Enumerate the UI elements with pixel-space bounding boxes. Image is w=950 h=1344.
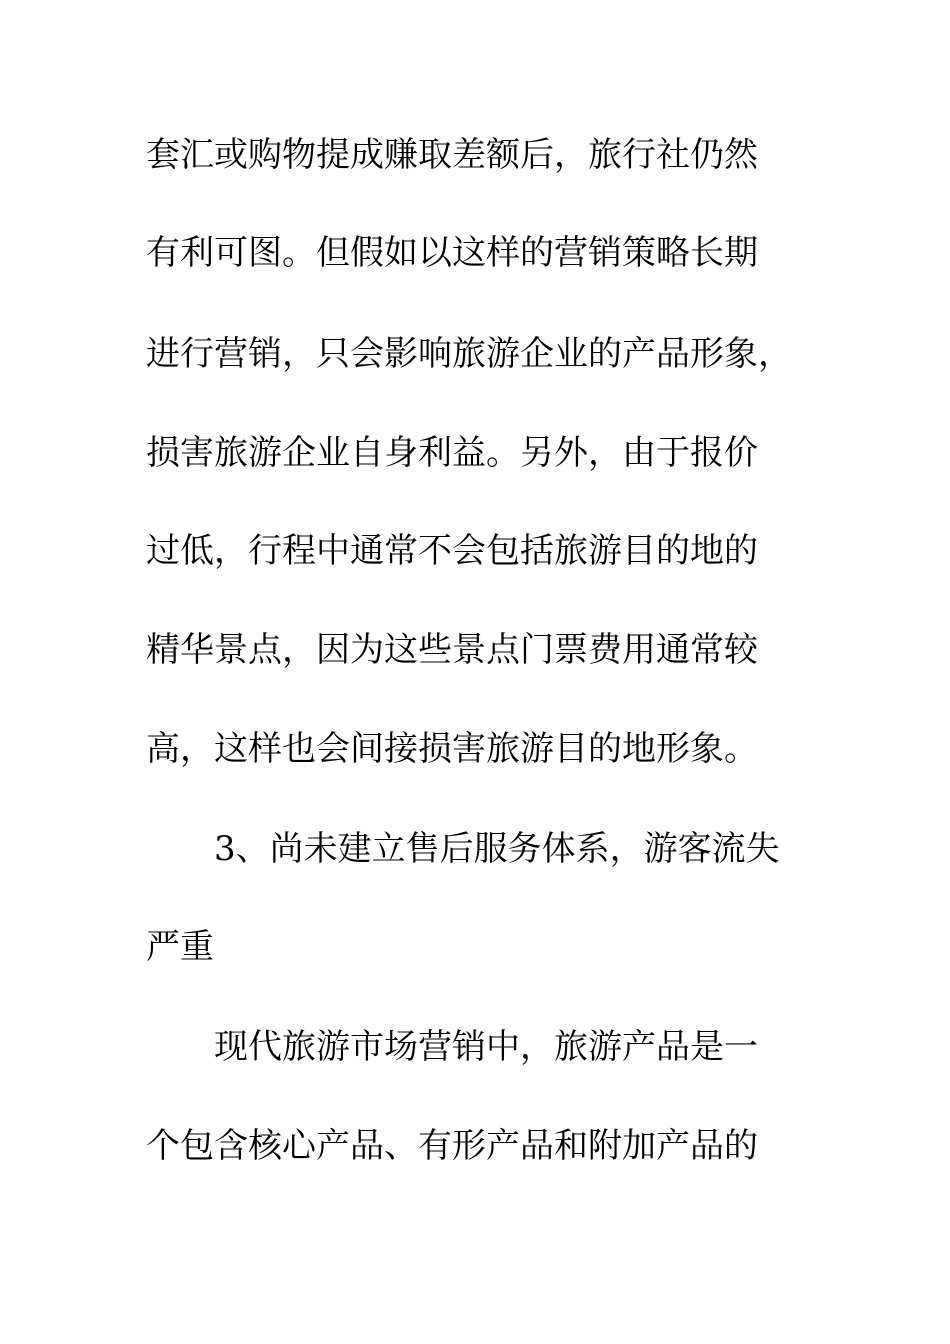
- text-line: 有利可图。但假如以这样的营销策略长期: [146, 233, 758, 273]
- paragraph-start: 现代旅游市场营销中，旅游产品是一: [214, 1027, 758, 1067]
- text-line: 高，这样也会间接损害旅游目的地形象。: [146, 729, 758, 769]
- text-line: 过低，行程中通常不会包括旅游目的地的: [146, 531, 758, 571]
- text-line: 损害旅游企业自身利益。另外，由于报价: [146, 433, 758, 473]
- text-line: 精华景点，因为这些景点门票费用通常较: [146, 630, 758, 670]
- text-line: 个包含核心产品、有形产品和附加产品的: [146, 1126, 758, 1166]
- text-line: 套汇或购物提成赚取差额后，旅行社仍然: [146, 135, 758, 175]
- section-heading-continued: 严重: [146, 927, 214, 967]
- section-heading: 3、尚未建立售后服务体系，游客流失: [214, 829, 780, 869]
- text-line: 进行营销，只会影响旅游企业的产品形象，: [146, 334, 792, 374]
